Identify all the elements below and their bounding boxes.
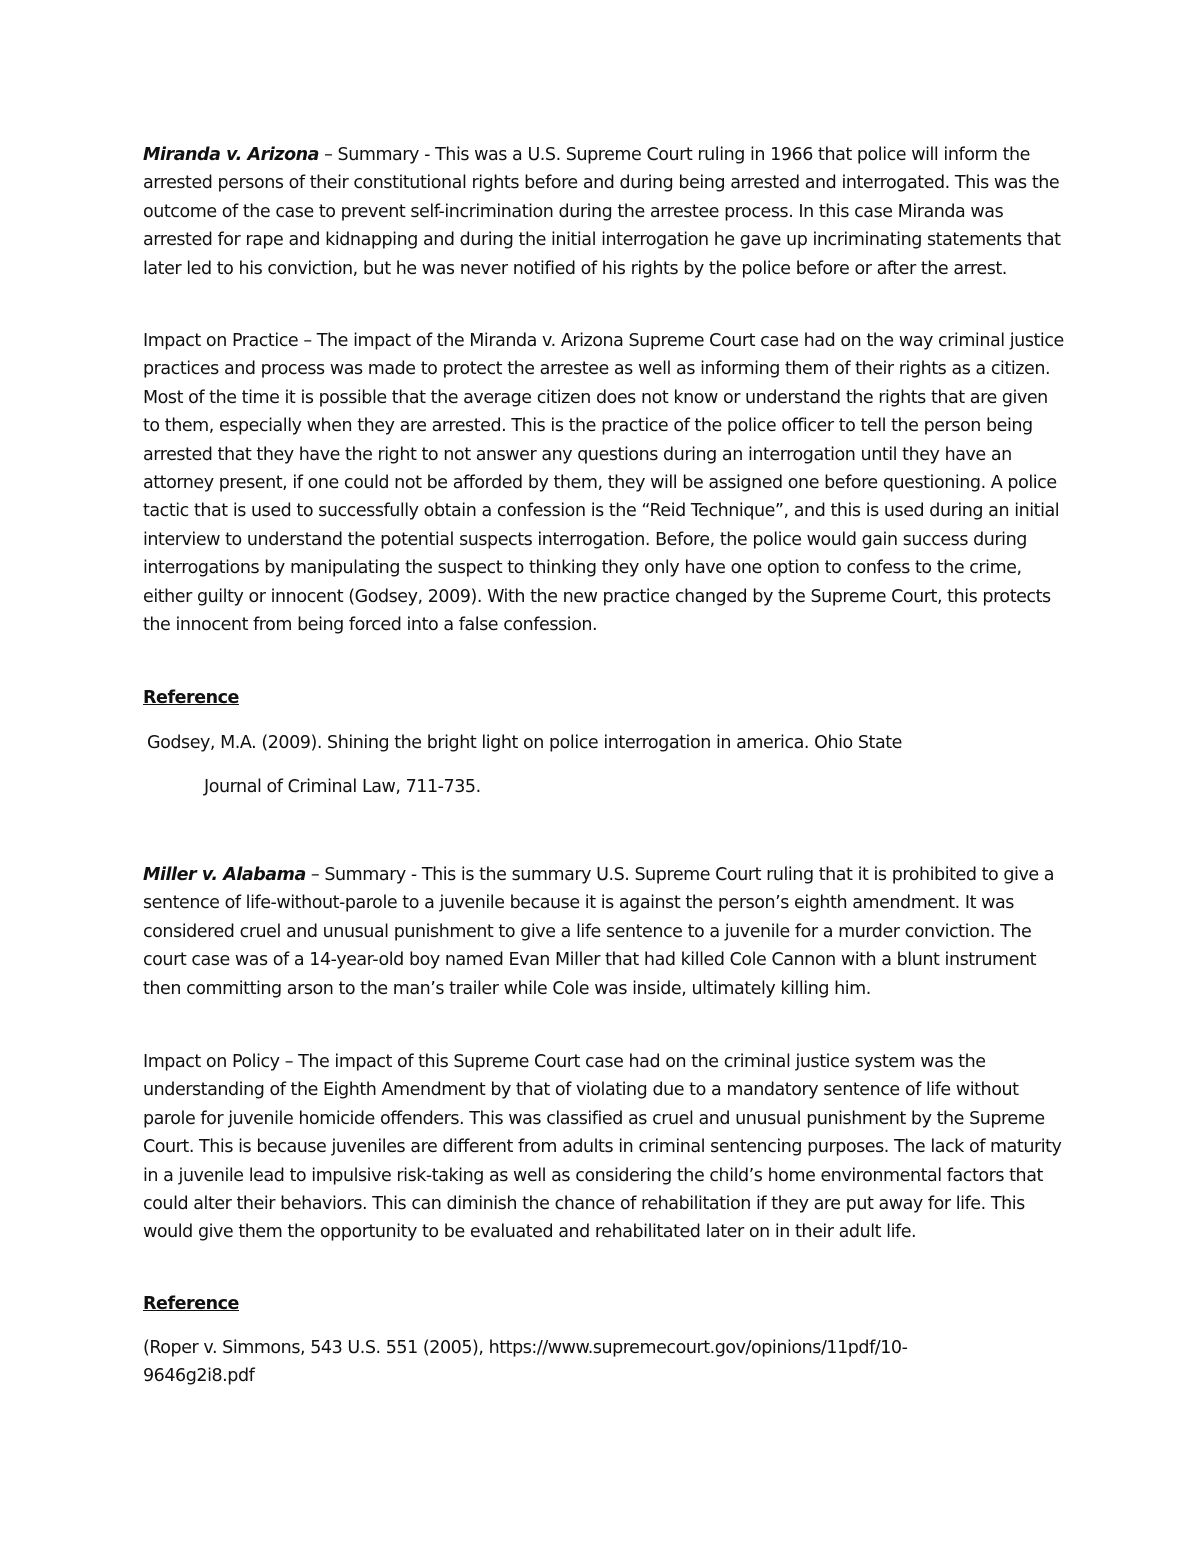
case2-reference-line1: (Roper v. Simmons, 543 U.S. 551 (2005), https://www.supremecourt.gov/opinions/11pdf/10- — [143, 1338, 908, 1358]
case1-reference-line1: Godsey, M.A. (2009). Shining the bright light on police interrogation in america. Ohio State — [147, 733, 902, 753]
case1-summary-text: This was a U.S. Supreme Court ruling in 1966 that police will inform the arrested persons of their constitutional rights before and during being arrested and interrogated. This was the outcome of the case to prevent self-incrimination during the arrestee process. In this case Miranda was arrested for rape and kidnapping and during the initial interrogation he gave up incriminating statements that later led to his conviction, but he was never notified of his rights by the police before or after the arrest. — [143, 145, 1061, 279]
case1-reference-heading-block — [143, 684, 1068, 712]
case1-impact: Impact on Practice – The impact of the Miranda v. Arizona Supreme Court case had on the way criminal justice practices and process was made to protect the arrestee as well as informing them of their rights as a citizen. Most of the time it is possible that the average citizen does not know or understand the rights that are given to them, especially when they are arrested. This is the practice of the police officer to tell the person being arrested that they have the right to not answer any questions during an interrogation until they have an attorney present, if one could not be afforded by them, they will be assigned one before questioning. A police tactic that is used to successfully obtain a confession is the “Reid Technique”, and this is used during an initial interview to understand the potential suspects interrogation. Before, the police would gain success during interrogations by manipulating the suspect to thinking they only have one option to confess to the crime, either guilty or innocent (Godsey, 2009). With the new practice changed by the Supreme Court, this protects the innocent from being forced into a false confession. — [143, 331, 1064, 636]
case1-reference-heading: Reference — [143, 688, 239, 708]
case2-reference-line2: 9646g2i8.pdf — [143, 1366, 255, 1387]
case1-impact-paragraph — [143, 327, 1068, 639]
case1-summary — [143, 141, 1068, 283]
case2-summary-paragraph — [143, 861, 1068, 1003]
case2-title: Miller v. Alabama — [143, 865, 306, 885]
case2-summary-lead: – Summary - — [305, 865, 422, 885]
case2-summary-text: This is the summary U.S. Supreme Court ruling that it is prohibited to give a sentence of life-without-parole to a juvenile because it is against the person’s eighth amendment. It was considered cruel and unusual punishment to give a life sentence to a juvenile for a murder conviction. The court case was of a 14-year-old boy named Evan Miller that had killed Cole Cannon with a blunt instrument then committing arson to the man’s trailer while Cole was inside, ultimately killing him. — [143, 865, 1055, 999]
case1-title: Miranda v. Arizona — [143, 145, 320, 165]
case1-summary-lead: – Summary - — [319, 145, 436, 165]
case2-reference-heading-block — [143, 1290, 1068, 1318]
case2-summary — [143, 861, 1068, 1003]
case1-reference-continuation — [204, 773, 1054, 801]
case1-reference-line2: Journal of Criminal Law, 711-735. — [204, 777, 481, 797]
case2-reference-entry — [143, 1334, 1068, 1391]
case2-impact: Impact on Policy – The impact of this Supreme Court case had on the criminal justice system was the understanding of the Eighth Amendment by that of violating due to a mandatory sentence of life without parole for juvenile homicide offenders. This was classified as cruel and unusual punishment by the Supreme Court. This is because juveniles are different from adults in criminal sentencing purposes. The lack of maturity in a juvenile lead to impulsive risk-taking as well as considering the child’s home environmental factors that could alter their behaviors. This can diminish the chance of rehabilitation if they are put away for life. This would give them the opportunity to be evaluated and rehabilitated later on in their adult life. — [143, 1052, 1062, 1243]
case1-reference-entry — [147, 729, 1047, 757]
case2-reference-heading: Reference — [143, 1294, 239, 1314]
case1-summary-paragraph — [143, 141, 1068, 283]
case2-impact-paragraph — [143, 1048, 1068, 1247]
